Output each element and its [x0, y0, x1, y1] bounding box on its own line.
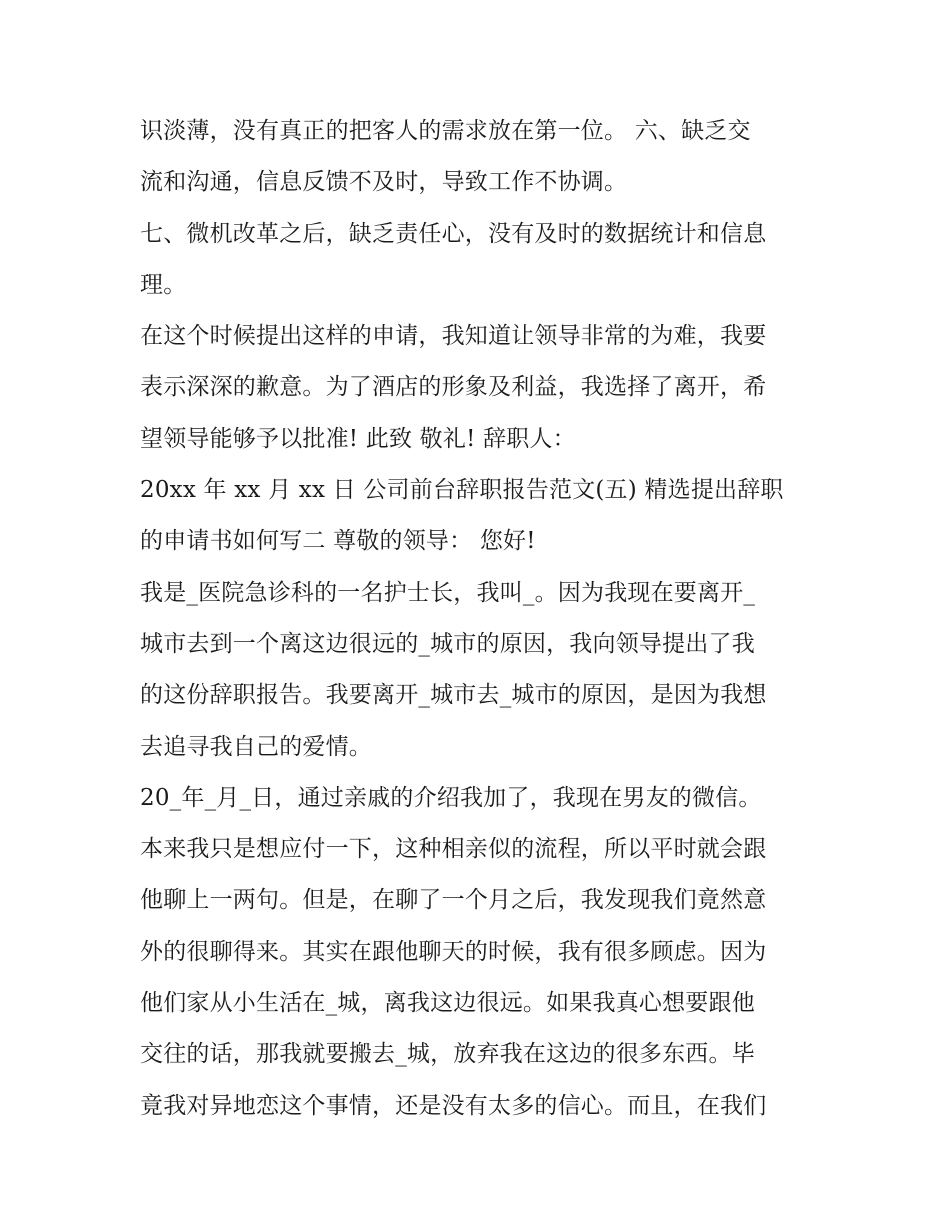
text-line: 他们家从小生活在_城，离我这边很远。如果我真心想要跟他: [140, 990, 755, 1017]
document-body: [140, 106, 830, 1132]
text-line: 理。: [140, 271, 187, 298]
text-line: 流和沟通，信息反馈不及时，导致工作不协调。: [140, 169, 628, 196]
text-line: 去追寻我自己的爱情。: [140, 733, 372, 760]
text-line: 的申请书如何写二 尊敬的领导： 您好!: [140, 528, 536, 555]
text-line: 表示深深的歉意。为了酒店的形象及利益，我选择了离开，希: [140, 374, 767, 401]
text-line: 识淡薄，没有真正的把客人的需求放在第一位。 六、缺乏交: [140, 118, 751, 144]
text-line: 20_年_月_日，通过亲戚的介绍我加了，我现在男友的微信。: [140, 784, 762, 811]
text-line: 望领导能够予以批准! 此致 敬礼! 辞职人：: [140, 425, 576, 452]
text-line: 他聊上一两句。但是，在聊了一个月之后，我发现我们竟然意: [140, 887, 767, 914]
text-line: 的这份辞职报告。我要离开_城市去_城市的原因，是因为我想: [140, 682, 767, 709]
text-line: 城市去到一个离这边很远的_城市的原因，我向领导提出了我: [140, 630, 755, 657]
text-line: 七、微机改革之后，缺乏责任心，没有及时的数据统计和信息: [140, 220, 767, 247]
text-line: 外的很聊得来。其实在跟他聊天的时候，我有很多顾虑。因为: [140, 938, 767, 965]
text-line: 我是_医院急诊科的一名护士长，我叫_。因为我现在要离开_: [140, 579, 756, 606]
text-line: 本来我只是想应付一下，这种相亲似的流程，所以平时就会跟: [140, 836, 767, 863]
text-line: 在这个时候提出这样的申请，我知道让领导非常的为难，我要: [140, 323, 767, 350]
text-line: 20xx 年 xx 月 xx 日 公司前台辞职报告范文(五) 精选提出辞职: [140, 477, 784, 504]
text-line: 交往的话，那我就要搬去_城，放弃我在这边的很多东西。毕: [140, 1041, 755, 1068]
text-line: 竟我对异地恋这个事情，还是没有太多的信心。而且，在我们: [140, 1092, 767, 1119]
